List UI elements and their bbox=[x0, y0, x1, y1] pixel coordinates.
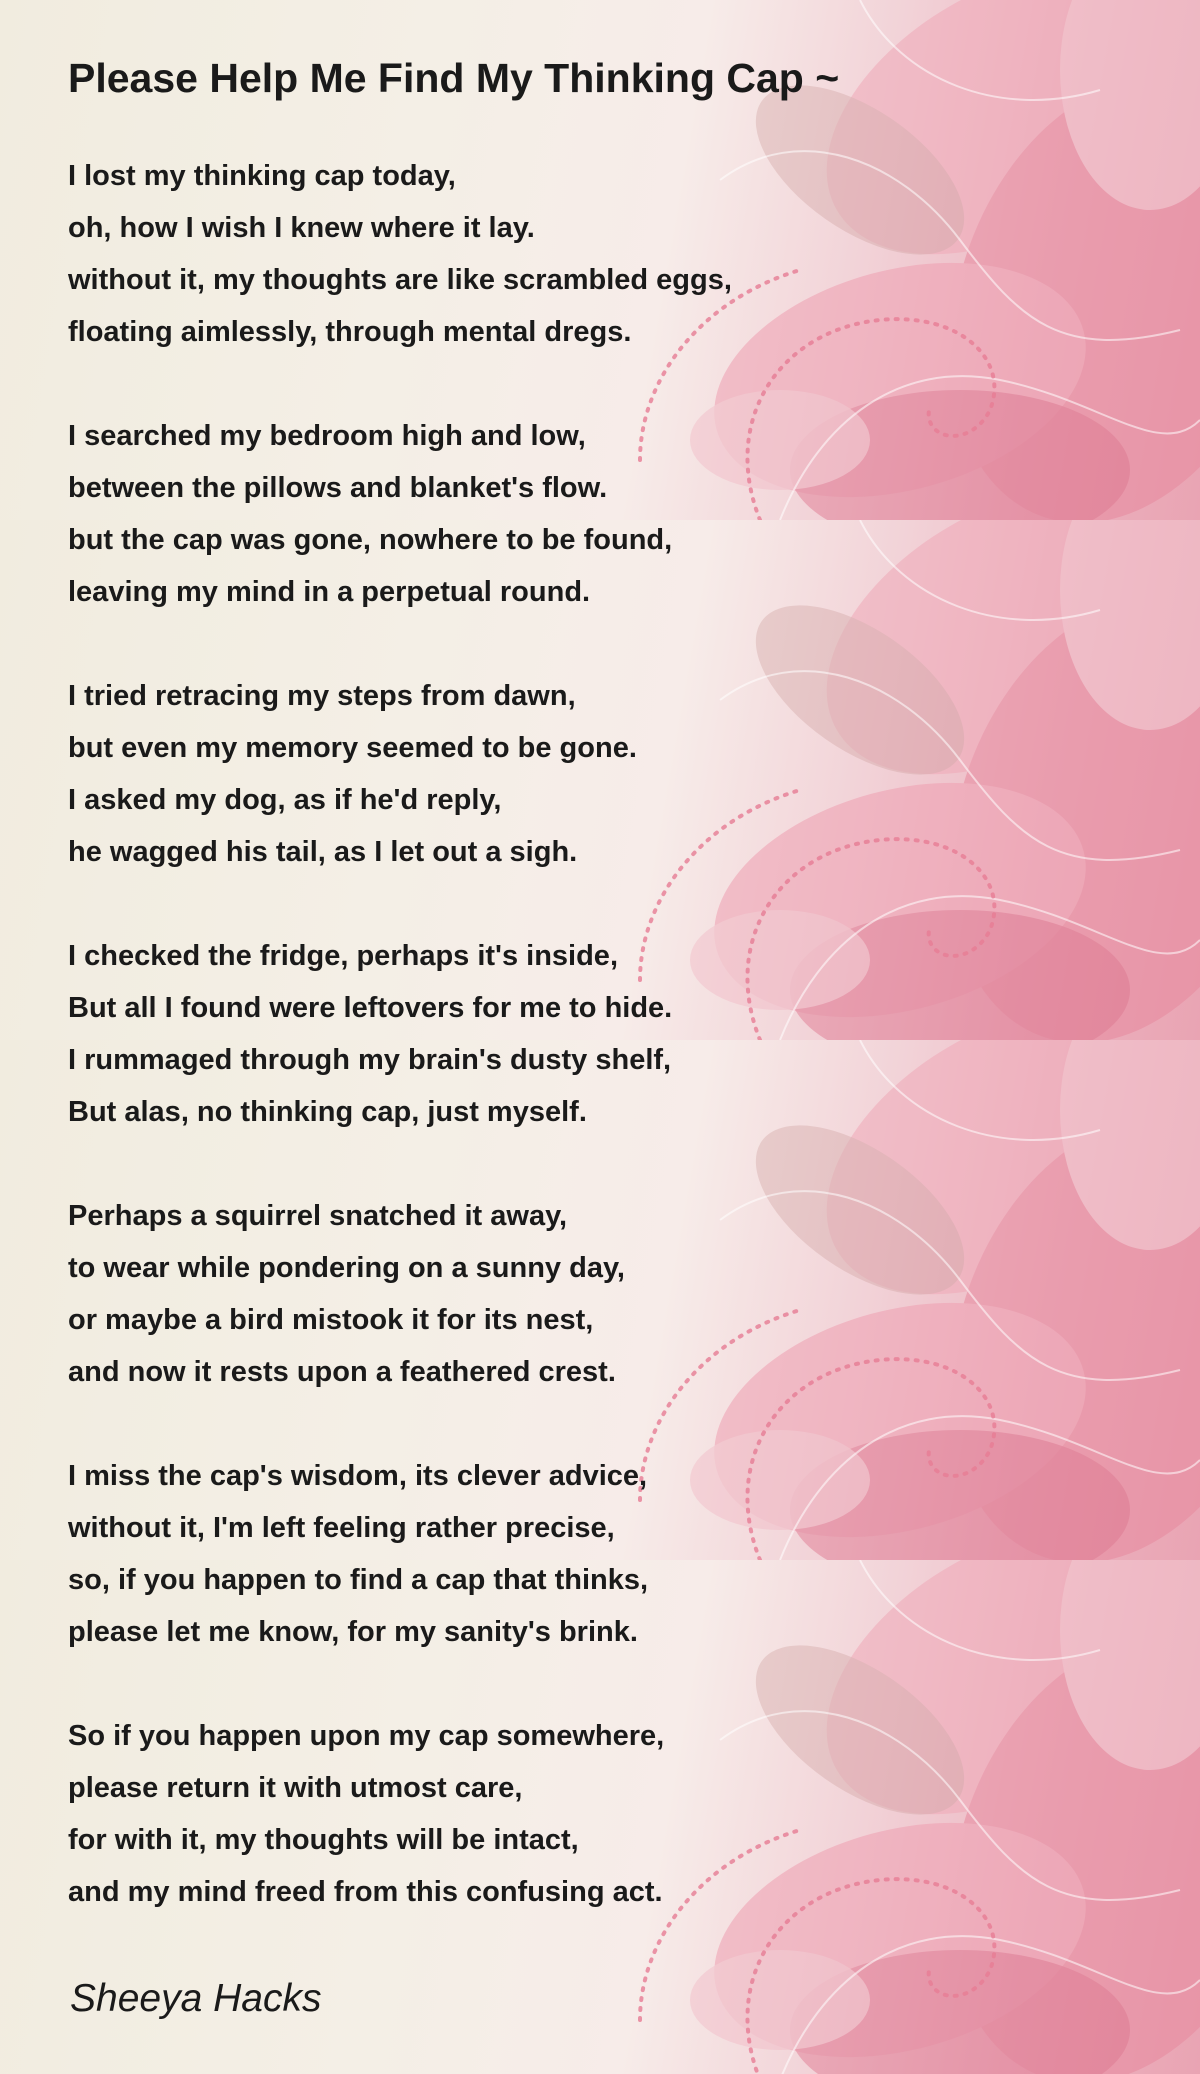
poem-line: and my mind freed from this confusing act. bbox=[68, 1876, 663, 1908]
poem-line: Perhaps a squirrel snatched it away, bbox=[68, 1200, 568, 1232]
poem-line: without it, my thoughts are like scrambled eggs, bbox=[68, 264, 732, 296]
poem-line: and now it rests upon a feathered crest. bbox=[68, 1356, 616, 1388]
poem-line: or maybe a bird mistook it for its nest, bbox=[68, 1304, 594, 1336]
poem-line: please let me know, for my sanity's brink. bbox=[68, 1616, 638, 1648]
poem-line: floating aimlessly, through mental dregs. bbox=[68, 316, 632, 348]
poem-line: oh, how I wish I knew where it lay. bbox=[68, 212, 535, 244]
poem-line: he wagged his tail, as I let out a sigh. bbox=[68, 836, 578, 868]
poem-line: I searched my bedroom high and low, bbox=[68, 420, 586, 452]
poem-line: I checked the fridge, perhaps it's inside, bbox=[68, 940, 618, 972]
poem-line: I asked my dog, as if he'd reply, bbox=[68, 784, 502, 816]
stanza-7 bbox=[68, 1710, 664, 1918]
poem-line: between the pillows and blanket's flow. bbox=[68, 472, 608, 504]
poem-line: I rummaged through my brain's dusty shelf, bbox=[68, 1044, 672, 1076]
poem-line: without it, I'm left feeling rather precise, bbox=[68, 1512, 615, 1544]
poem-line: So if you happen upon my cap somewhere, bbox=[68, 1720, 665, 1752]
poem-line: I miss the cap's wisdom, its clever advice, bbox=[68, 1460, 648, 1492]
poem-title: Please Help Me Find My Thinking Cap ~ bbox=[68, 55, 840, 101]
poem-line: please return it with utmost care, bbox=[68, 1772, 523, 1804]
poem-line: but the cap was gone, nowhere to be found, bbox=[68, 524, 673, 556]
poem-line: to wear while pondering on a sunny day, bbox=[68, 1252, 625, 1284]
poem-line: so, if you happen to find a cap that thinks, bbox=[68, 1564, 649, 1596]
poem-line: but even my memory seemed to be gone. bbox=[68, 732, 637, 764]
poem-line: But alas, no thinking cap, just myself. bbox=[68, 1096, 587, 1128]
stanza-4 bbox=[68, 930, 672, 1138]
poem-line: I tried retracing my steps from dawn, bbox=[68, 680, 576, 712]
poem-line: I lost my thinking cap today, bbox=[68, 160, 456, 192]
stanza-1 bbox=[68, 150, 732, 358]
stanza-5 bbox=[68, 1190, 625, 1398]
stanza-2 bbox=[68, 410, 672, 618]
poem-line: But all I found were leftovers for me to hide. bbox=[68, 992, 673, 1024]
poem-author: Sheeya Hacks bbox=[70, 1977, 322, 2020]
poem-line: for with it, my thoughts will be intact, bbox=[68, 1824, 579, 1856]
stanza-6 bbox=[68, 1450, 648, 1658]
poem-line: leaving my mind in a perpetual round. bbox=[68, 576, 591, 608]
stanza-3 bbox=[68, 670, 637, 878]
